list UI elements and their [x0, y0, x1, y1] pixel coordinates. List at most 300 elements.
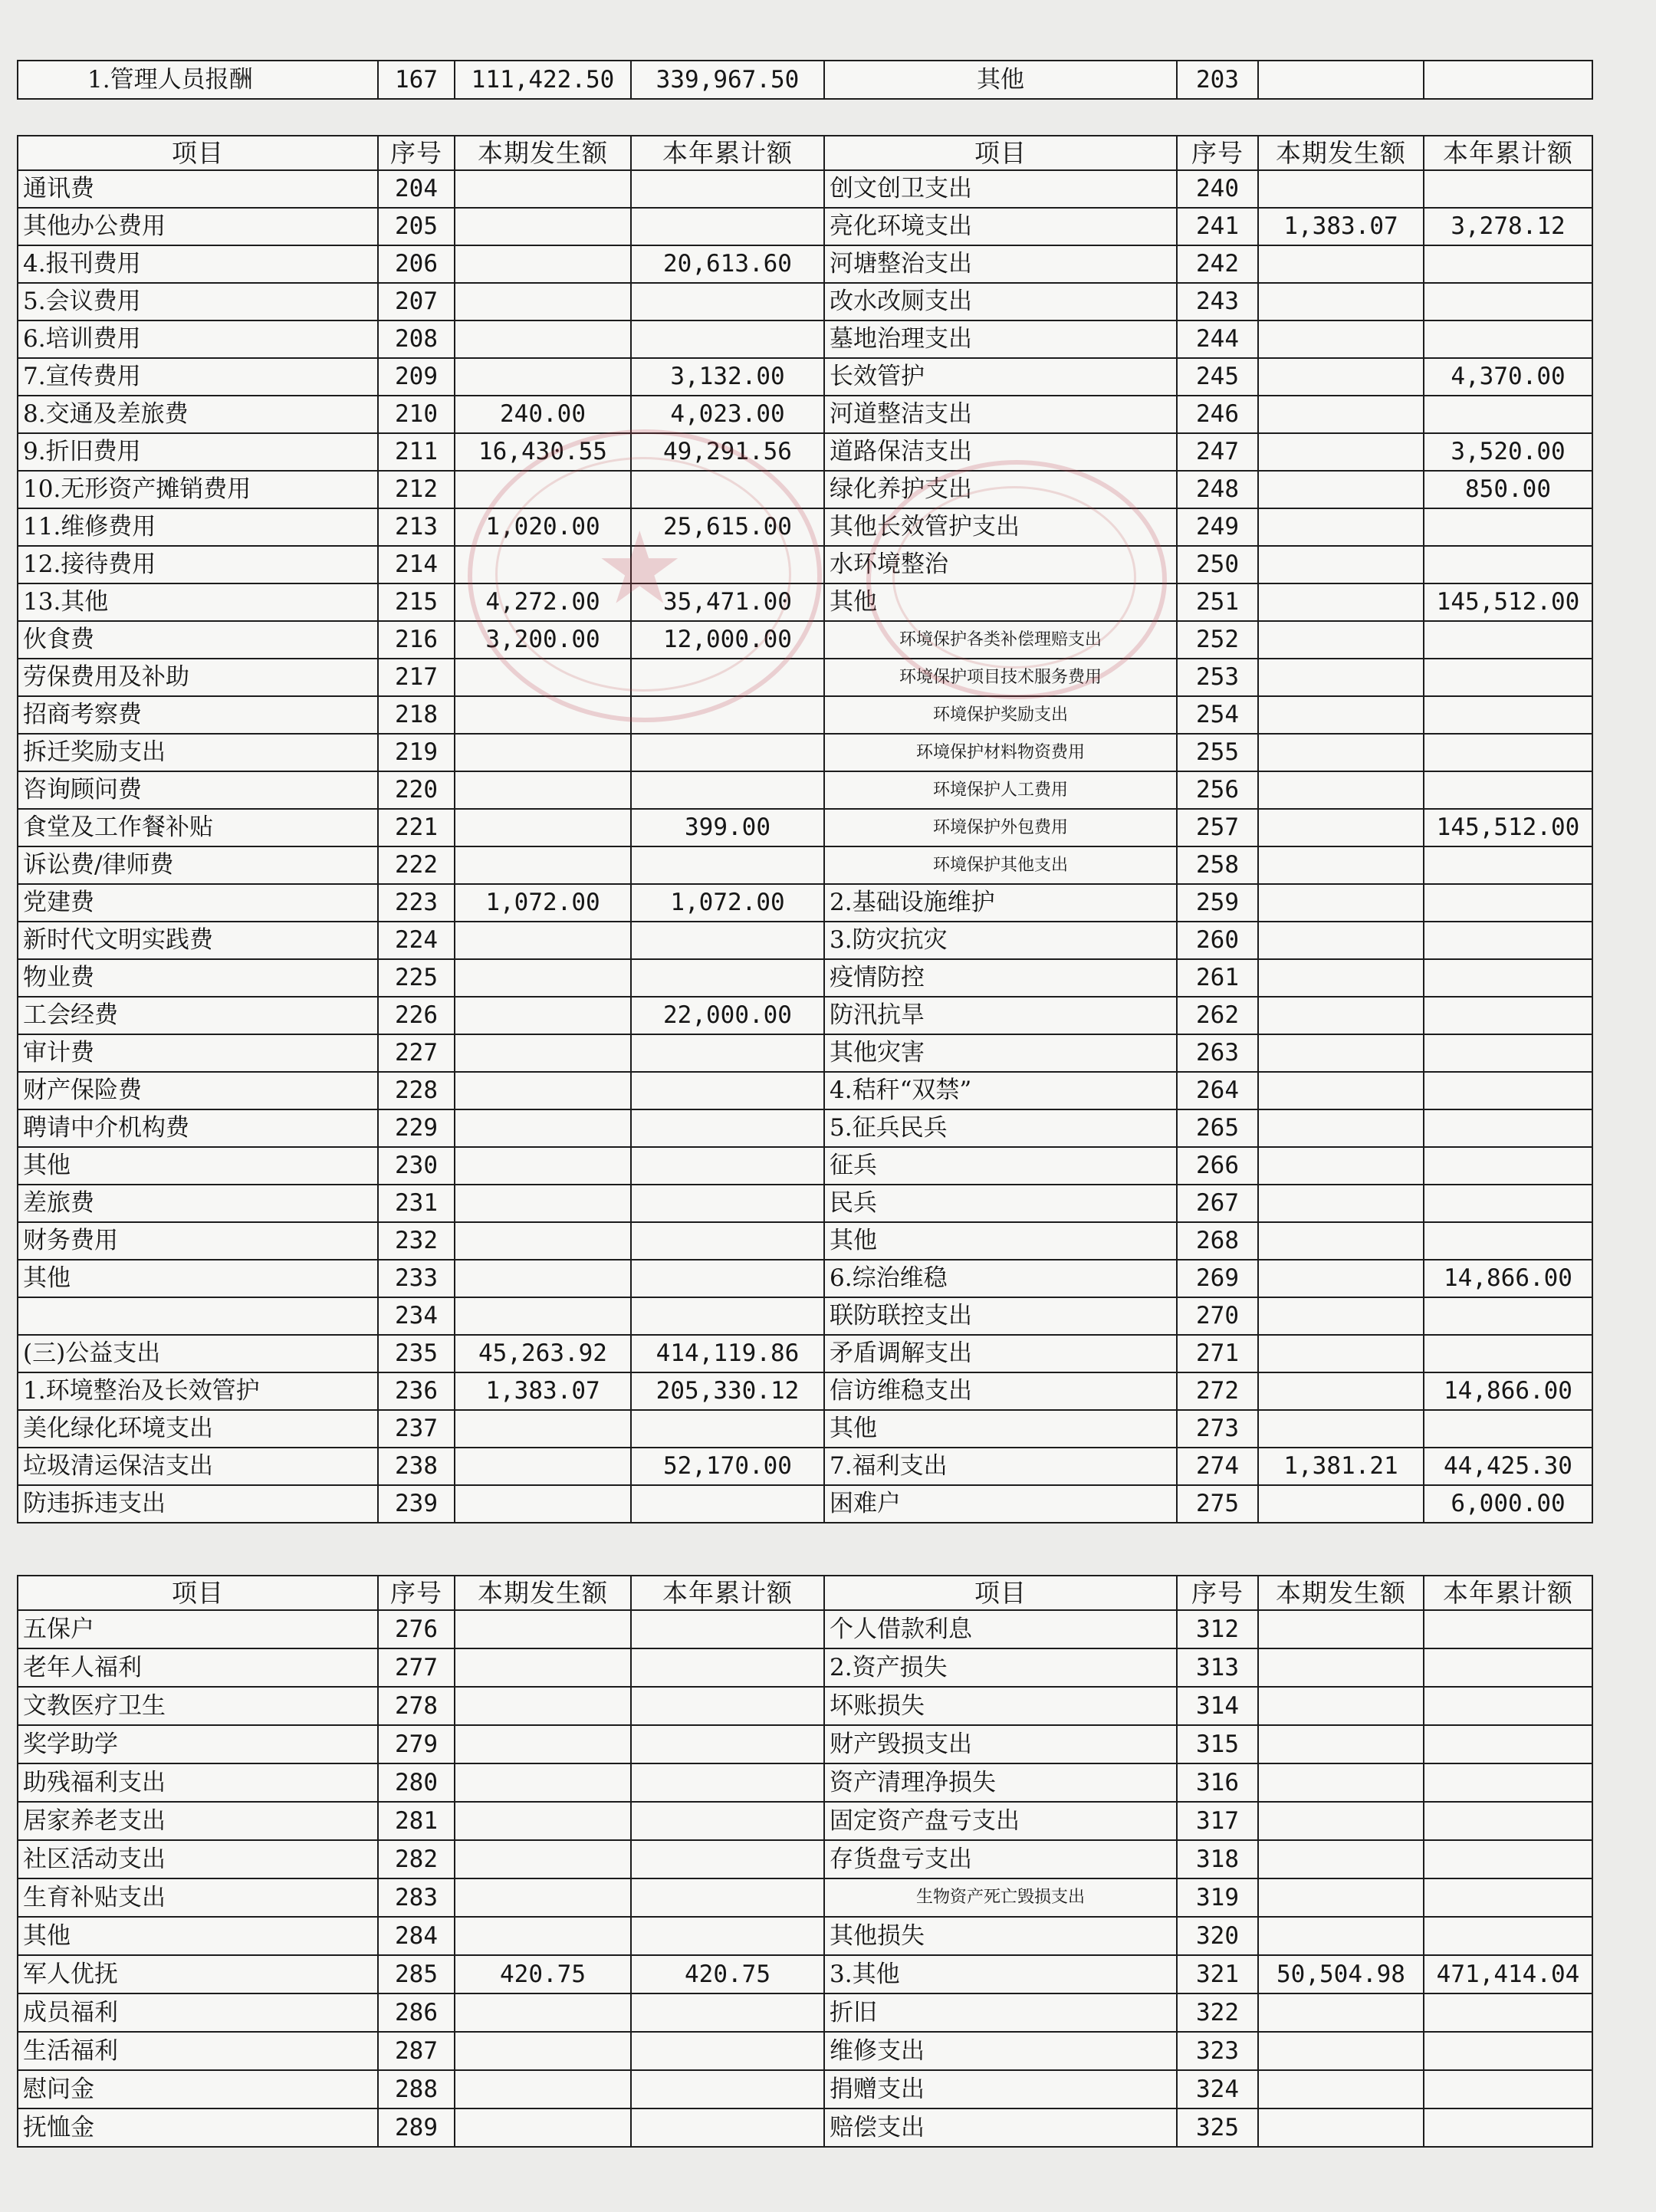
item-name-cell: 美化绿化环境支出 [18, 1410, 378, 1448]
seq-number-cell: 234 [378, 1297, 455, 1335]
seq-number-cell: 213 [378, 508, 455, 546]
item-name-cell: 其他 [824, 1410, 1177, 1448]
seq-number-cell: 325 [1177, 2108, 1258, 2147]
period-amount-cell [455, 245, 631, 283]
ytd-amount-cell [631, 1917, 824, 1955]
ytd-amount-cell [631, 1222, 824, 1260]
ytd-amount-cell [631, 1840, 824, 1878]
ytd-amount-cell: 420.75 [631, 1955, 824, 1993]
expense-ledger-table-1 [17, 135, 1593, 1523]
table-row [18, 283, 1592, 320]
table-row [18, 546, 1592, 583]
ytd-amount-cell [631, 696, 824, 734]
seq-number-cell: 283 [378, 1878, 455, 1917]
item-name-cell: 其他办公费用 [18, 208, 378, 245]
ytd-amount-cell [631, 1763, 824, 1802]
table-row [18, 320, 1592, 358]
ytd-amount-cell [631, 1072, 824, 1109]
item-name-cell: 聘请中介机构费 [18, 1109, 378, 1147]
period-amount-cell [1258, 771, 1424, 809]
item-name-cell [18, 1297, 378, 1335]
seq-number-cell: 270 [1177, 1297, 1258, 1335]
period-amount-cell [455, 1410, 631, 1448]
ytd-amount-cell [1424, 546, 1592, 583]
period-amount-cell [1258, 1297, 1424, 1335]
seq-number-cell: 203 [1177, 61, 1258, 99]
seq-number-cell: 240 [1177, 170, 1258, 208]
item-name-cell: 3.防灾抗灾 [824, 922, 1177, 959]
period-amount-cell [455, 846, 631, 884]
seq-number-cell: 259 [1177, 884, 1258, 922]
seq-number-cell: 226 [378, 997, 455, 1034]
period-amount-cell [455, 358, 631, 396]
item-name-cell: 环境保护人工费用 [824, 771, 1177, 809]
table-row [18, 61, 1592, 99]
table-row [18, 959, 1592, 997]
ytd-amount-cell: 14,866.00 [1424, 1260, 1592, 1297]
ytd-amount-cell [1424, 1297, 1592, 1335]
item-name-cell: 其他损失 [824, 1917, 1177, 1955]
period-amount-cell [1258, 1034, 1424, 1072]
period-amount-cell [1258, 1372, 1424, 1410]
ytd-amount-cell [1424, 1034, 1592, 1072]
period-amount-cell [455, 1297, 631, 1335]
period-amount-cell [1258, 2070, 1424, 2108]
item-name-cell: 财产毁损支出 [824, 1725, 1177, 1763]
ytd-amount-cell [1424, 1725, 1592, 1763]
period-amount-cell [455, 1072, 631, 1109]
period-amount-cell [1258, 1687, 1424, 1725]
column-header-period: 本期发生额 [1258, 1576, 1424, 1610]
item-name-cell: 维修支出 [824, 2032, 1177, 2070]
table-row [18, 1185, 1592, 1222]
period-amount-cell [1258, 1648, 1424, 1687]
seq-number-cell: 233 [378, 1260, 455, 1297]
column-header-seq: 序号 [1177, 1576, 1258, 1610]
ytd-amount-cell [1424, 61, 1592, 99]
table-row [18, 734, 1592, 771]
seq-number-cell: 231 [378, 1185, 455, 1222]
ytd-amount-cell [631, 1297, 824, 1335]
period-amount-cell [455, 283, 631, 320]
period-amount-cell [1258, 1072, 1424, 1109]
ytd-amount-cell: 205,330.12 [631, 1372, 824, 1410]
ytd-amount-cell [631, 1993, 824, 2032]
column-header-ytd: 本年累计额 [1424, 136, 1592, 170]
item-name-cell: 环境保护材料物资费用 [824, 734, 1177, 771]
item-name-cell: 7.福利支出 [824, 1448, 1177, 1485]
ytd-amount-cell [631, 846, 824, 884]
item-name-cell: 民兵 [824, 1185, 1177, 1222]
seq-number-cell: 316 [1177, 1763, 1258, 1802]
item-name-cell: 困难户 [824, 1485, 1177, 1523]
item-name-cell: 慰问金 [18, 2070, 378, 2108]
period-amount-cell [455, 1648, 631, 1687]
period-amount-cell [1258, 1802, 1424, 1840]
table-header-row [18, 136, 1592, 170]
period-amount-cell [455, 1222, 631, 1260]
ytd-amount-cell [631, 1878, 824, 1917]
period-amount-cell [1258, 283, 1424, 320]
seq-number-cell: 208 [378, 320, 455, 358]
item-name-cell: 矛盾调解支出 [824, 1335, 1177, 1372]
item-name-cell: 6.综治维稳 [824, 1260, 1177, 1297]
seq-number-cell: 317 [1177, 1802, 1258, 1840]
ytd-amount-cell [631, 1034, 824, 1072]
item-name-cell: 1.管理人员报酬 [18, 61, 378, 99]
period-amount-cell [1258, 959, 1424, 997]
ytd-amount-cell: 4,023.00 [631, 396, 824, 433]
ytd-amount-cell: 3,132.00 [631, 358, 824, 396]
period-amount-cell [455, 1840, 631, 1878]
ytd-amount-cell [1424, 1222, 1592, 1260]
period-amount-cell [455, 1485, 631, 1523]
period-amount-cell [455, 1802, 631, 1840]
ytd-amount-cell [1424, 659, 1592, 696]
ytd-amount-cell: 339,967.50 [631, 61, 824, 99]
period-amount-cell [455, 734, 631, 771]
period-amount-cell [455, 1610, 631, 1648]
column-header-period: 本期发生额 [455, 136, 631, 170]
period-amount-cell [1258, 1485, 1424, 1523]
ytd-amount-cell [631, 659, 824, 696]
ytd-amount-cell [631, 959, 824, 997]
period-amount-cell: 420.75 [455, 1955, 631, 1993]
table-row [18, 208, 1592, 245]
period-amount-cell [1258, 1335, 1424, 1372]
seq-number-cell: 246 [1177, 396, 1258, 433]
ytd-amount-cell: 52,170.00 [631, 1448, 824, 1485]
item-name-cell: 2.资产损失 [824, 1648, 1177, 1687]
seq-number-cell: 282 [378, 1840, 455, 1878]
table-row [18, 1109, 1592, 1147]
item-name-cell: 13.其他 [18, 583, 378, 621]
period-amount-cell [455, 2070, 631, 2108]
ytd-amount-cell [631, 922, 824, 959]
table-row [18, 1372, 1592, 1410]
period-amount-cell [455, 1448, 631, 1485]
item-name-cell: 7.宣传费用 [18, 358, 378, 396]
ytd-amount-cell [631, 1802, 824, 1840]
table-row [18, 2032, 1592, 2070]
period-amount-cell [1258, 1878, 1424, 1917]
period-amount-cell [1258, 1222, 1424, 1260]
item-name-cell: 创文创卫支出 [824, 170, 1177, 208]
ytd-amount-cell: 14,866.00 [1424, 1372, 1592, 1410]
ytd-amount-cell [1424, 1840, 1592, 1878]
seq-number-cell: 272 [1177, 1372, 1258, 1410]
item-name-cell: 招商考察费 [18, 696, 378, 734]
item-name-cell: 12.接待费用 [18, 546, 378, 583]
table-row [18, 1448, 1592, 1485]
seq-number-cell: 262 [1177, 997, 1258, 1034]
seq-number-cell: 238 [378, 1448, 455, 1485]
period-amount-cell [1258, 846, 1424, 884]
item-name-cell: 其他 [824, 61, 1177, 99]
ytd-amount-cell [1424, 997, 1592, 1034]
seq-number-cell: 315 [1177, 1725, 1258, 1763]
item-name-cell: 征兵 [824, 1147, 1177, 1185]
period-amount-cell [1258, 696, 1424, 734]
period-amount-cell [1258, 1147, 1424, 1185]
ytd-amount-cell [1424, 959, 1592, 997]
period-amount-cell [1258, 884, 1424, 922]
ytd-amount-cell [631, 471, 824, 508]
period-amount-cell [1258, 1410, 1424, 1448]
seq-number-cell: 218 [378, 696, 455, 734]
ytd-amount-cell [1424, 1802, 1592, 1840]
item-name-cell: 信访维稳支出 [824, 1372, 1177, 1410]
table-row [18, 1802, 1592, 1840]
seq-number-cell: 227 [378, 1034, 455, 1072]
period-amount-cell [455, 1147, 631, 1185]
ytd-amount-cell [631, 1260, 824, 1297]
ytd-amount-cell [1424, 621, 1592, 659]
item-name-cell: 河道整洁支出 [824, 396, 1177, 433]
item-name-cell: 通讯费 [18, 170, 378, 208]
ytd-amount-cell [1424, 1993, 1592, 2032]
period-amount-cell [1258, 2032, 1424, 2070]
column-header-seq: 序号 [378, 136, 455, 170]
period-amount-cell [1258, 1763, 1424, 1802]
seq-number-cell: 242 [1177, 245, 1258, 283]
seq-number-cell: 260 [1177, 922, 1258, 959]
ytd-amount-cell: 12,000.00 [631, 621, 824, 659]
table-row [18, 2070, 1592, 2108]
seq-number-cell: 255 [1177, 734, 1258, 771]
table-row [18, 1648, 1592, 1687]
ytd-amount-cell [631, 1725, 824, 1763]
seq-number-cell: 271 [1177, 1335, 1258, 1372]
item-name-cell: (三)公益支出 [18, 1335, 378, 1372]
item-name-cell: 生物资产死亡毁损支出 [824, 1878, 1177, 1917]
ytd-amount-cell [1424, 1610, 1592, 1648]
item-name-cell: 5.会议费用 [18, 283, 378, 320]
period-amount-cell [455, 1260, 631, 1297]
period-amount-cell [455, 1917, 631, 1955]
period-amount-cell [455, 208, 631, 245]
period-amount-cell [1258, 1840, 1424, 1878]
item-name-cell: 联防联控支出 [824, 1297, 1177, 1335]
item-name-cell: 财产保险费 [18, 1072, 378, 1109]
item-name-cell: 9.折旧费用 [18, 433, 378, 471]
seq-number-cell: 247 [1177, 433, 1258, 471]
seq-number-cell: 239 [378, 1485, 455, 1523]
item-name-cell: 6.培训费用 [18, 320, 378, 358]
ytd-amount-cell [1424, 1072, 1592, 1109]
item-name-cell: 食堂及工作餐补贴 [18, 809, 378, 846]
item-name-cell: 居家养老支出 [18, 1802, 378, 1840]
period-amount-cell: 4,272.00 [455, 583, 631, 621]
period-amount-cell [455, 320, 631, 358]
period-amount-cell [455, 1763, 631, 1802]
table-row [18, 922, 1592, 959]
period-amount-cell: 50,504.98 [1258, 1955, 1424, 1993]
period-amount-cell [455, 2108, 631, 2147]
item-name-cell: 生活福利 [18, 2032, 378, 2070]
table-row [18, 1297, 1592, 1335]
item-name-cell: 道路保洁支出 [824, 433, 1177, 471]
period-amount-cell: 16,430.55 [455, 433, 631, 471]
ytd-amount-cell [1424, 283, 1592, 320]
seq-number-cell: 264 [1177, 1072, 1258, 1109]
period-amount-cell [455, 1725, 631, 1763]
table-row [18, 1485, 1592, 1523]
table-row [18, 1260, 1592, 1297]
ytd-amount-cell [1424, 2032, 1592, 2070]
ytd-amount-cell [631, 1610, 824, 1648]
ytd-amount-cell [1424, 2070, 1592, 2108]
item-name-cell: 环境保护其他支出 [824, 846, 1177, 884]
period-amount-cell [1258, 922, 1424, 959]
ytd-amount-cell [631, 283, 824, 320]
seq-number-cell: 211 [378, 433, 455, 471]
item-name-cell: 其他 [18, 1260, 378, 1297]
ytd-amount-cell [631, 208, 824, 245]
item-name-cell: 防违拆违支出 [18, 1485, 378, 1523]
item-name-cell: 其他长效管护支出 [824, 508, 1177, 546]
ytd-amount-cell [631, 1410, 824, 1448]
ytd-amount-cell [631, 320, 824, 358]
item-name-cell: 疫情防控 [824, 959, 1177, 997]
period-amount-cell [455, 771, 631, 809]
table-row [18, 433, 1592, 471]
ytd-amount-cell [1424, 1109, 1592, 1147]
item-name-cell: 其他灾害 [824, 1034, 1177, 1072]
ytd-amount-cell [631, 734, 824, 771]
period-amount-cell [1258, 433, 1424, 471]
column-header-seq: 序号 [378, 1576, 455, 1610]
item-name-cell: 咨询顾问费 [18, 771, 378, 809]
item-name-cell: 墓地治理支出 [824, 320, 1177, 358]
seq-number-cell: 324 [1177, 2070, 1258, 2108]
item-name-cell: 长效管护 [824, 358, 1177, 396]
seq-number-cell: 265 [1177, 1109, 1258, 1147]
period-amount-cell [1258, 583, 1424, 621]
seq-number-cell: 210 [378, 396, 455, 433]
item-name-cell: 差旅费 [18, 1185, 378, 1222]
ytd-amount-cell [631, 2032, 824, 2070]
item-name-cell: 文教医疗卫生 [18, 1687, 378, 1725]
ytd-amount-cell: 471,414.04 [1424, 1955, 1592, 1993]
item-name-cell: 拆迁奖励支出 [18, 734, 378, 771]
seq-number-cell: 277 [378, 1648, 455, 1687]
ytd-amount-cell: 1,072.00 [631, 884, 824, 922]
item-name-cell: 社区活动支出 [18, 1840, 378, 1878]
seq-number-cell: 229 [378, 1109, 455, 1147]
table-row [18, 659, 1592, 696]
seq-number-cell: 319 [1177, 1878, 1258, 1917]
item-name-cell: 工会经费 [18, 997, 378, 1034]
seq-number-cell: 241 [1177, 208, 1258, 245]
item-name-cell: 伙食费 [18, 621, 378, 659]
seq-number-cell: 256 [1177, 771, 1258, 809]
table-row [18, 809, 1592, 846]
ytd-amount-cell [1424, 320, 1592, 358]
item-name-cell: 5.征兵民兵 [824, 1109, 1177, 1147]
seq-number-cell: 323 [1177, 2032, 1258, 2070]
table-row [18, 1687, 1592, 1725]
period-amount-cell: 1,381.21 [1258, 1448, 1424, 1485]
ytd-amount-cell [631, 1648, 824, 1687]
period-amount-cell [455, 959, 631, 997]
seq-number-cell: 322 [1177, 1993, 1258, 2032]
table-row [18, 1840, 1592, 1878]
period-amount-cell [1258, 245, 1424, 283]
period-amount-cell [1258, 1109, 1424, 1147]
item-name-cell: 成员福利 [18, 1993, 378, 2032]
ytd-amount-cell [631, 170, 824, 208]
item-name-cell: 其他 [18, 1917, 378, 1955]
item-name-cell: 其他 [18, 1147, 378, 1185]
period-amount-cell [455, 546, 631, 583]
seq-number-cell: 321 [1177, 1955, 1258, 1993]
seq-number-cell: 252 [1177, 621, 1258, 659]
period-amount-cell: 1,072.00 [455, 884, 631, 922]
seq-number-cell: 243 [1177, 283, 1258, 320]
seq-number-cell: 206 [378, 245, 455, 283]
ytd-amount-cell [1424, 396, 1592, 433]
seq-number-cell: 236 [378, 1372, 455, 1410]
period-amount-cell [455, 1878, 631, 1917]
ytd-amount-cell [1424, 170, 1592, 208]
period-amount-cell [455, 471, 631, 508]
period-amount-cell [1258, 1185, 1424, 1222]
seq-number-cell: 279 [378, 1725, 455, 1763]
table-row [18, 1725, 1592, 1763]
seq-number-cell: 215 [378, 583, 455, 621]
seq-number-cell: 257 [1177, 809, 1258, 846]
ytd-amount-cell [1424, 696, 1592, 734]
seq-number-cell: 209 [378, 358, 455, 396]
column-header-ytd: 本年累计额 [631, 136, 824, 170]
seq-number-cell: 220 [378, 771, 455, 809]
column-header-ytd: 本年累计额 [1424, 1576, 1592, 1610]
ytd-amount-cell [631, 1687, 824, 1725]
ytd-amount-cell [1424, 1917, 1592, 1955]
seq-number-cell: 318 [1177, 1840, 1258, 1878]
seq-number-cell: 268 [1177, 1222, 1258, 1260]
period-amount-cell [1258, 1993, 1424, 2032]
period-amount-cell [455, 1185, 631, 1222]
item-name-cell: 助残福利支出 [18, 1763, 378, 1802]
ytd-amount-cell: 145,512.00 [1424, 809, 1592, 846]
period-amount-cell: 1,020.00 [455, 508, 631, 546]
item-name-cell: 8.交通及差旅费 [18, 396, 378, 433]
seq-number-cell: 275 [1177, 1485, 1258, 1523]
period-amount-cell [455, 1109, 631, 1147]
table-row [18, 1410, 1592, 1448]
ytd-amount-cell: 49,291.56 [631, 433, 824, 471]
seq-number-cell: 320 [1177, 1917, 1258, 1955]
item-name-cell: 折旧 [824, 1993, 1177, 2032]
item-name-cell: 固定资产盘亏支出 [824, 1802, 1177, 1840]
ytd-amount-cell: 3,520.00 [1424, 433, 1592, 471]
period-amount-cell [1258, 809, 1424, 846]
seq-number-cell: 235 [378, 1335, 455, 1372]
ytd-amount-cell [1424, 1335, 1592, 1372]
table-row [18, 1610, 1592, 1648]
table-header-row [18, 1576, 1592, 1610]
period-amount-cell [455, 2032, 631, 2070]
item-name-cell: 物业费 [18, 959, 378, 997]
seq-number-cell: 245 [1177, 358, 1258, 396]
column-header-period: 本期发生额 [1258, 136, 1424, 170]
ytd-amount-cell [631, 1147, 824, 1185]
ytd-amount-cell: 20,613.60 [631, 245, 824, 283]
item-name-cell: 河塘整治支出 [824, 245, 1177, 283]
period-amount-cell [1258, 508, 1424, 546]
